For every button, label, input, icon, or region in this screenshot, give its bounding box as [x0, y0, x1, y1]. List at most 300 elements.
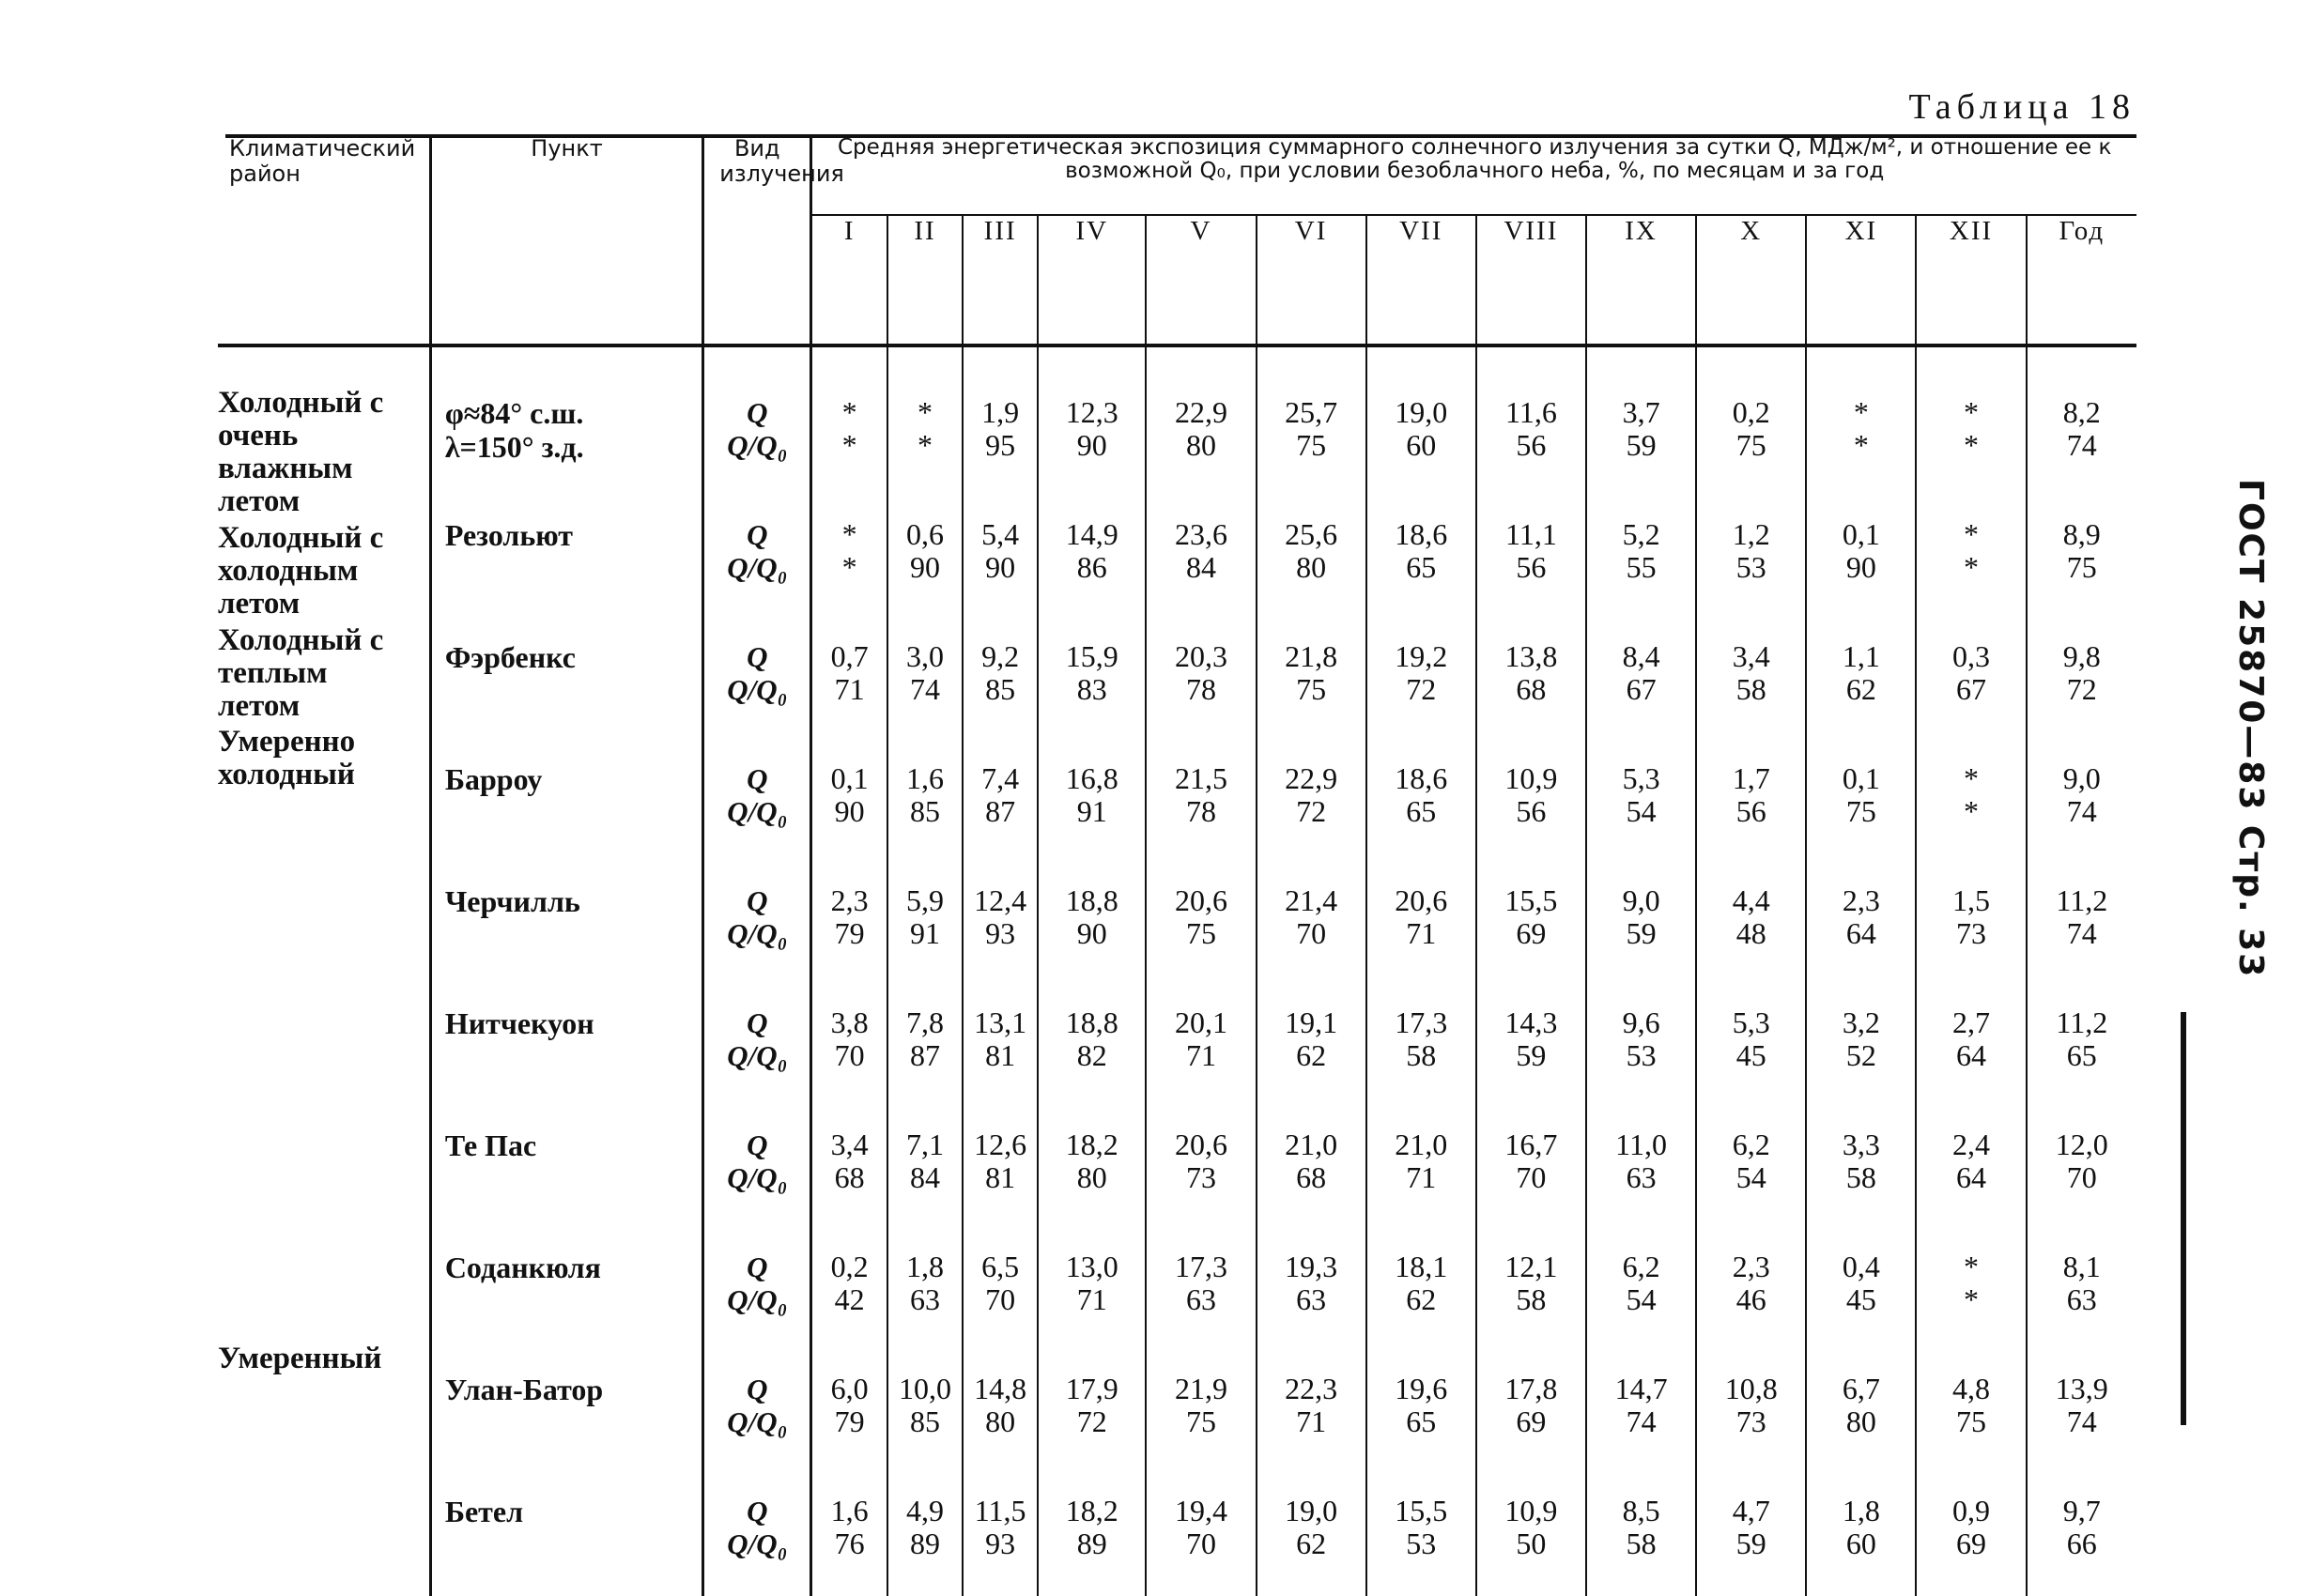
value-cell — [2027, 620, 2136, 742]
value-cell — [1586, 1108, 1696, 1230]
value-cell — [887, 1108, 963, 1230]
ratio-value: 74 — [2066, 916, 2097, 950]
ratio-value: 84 — [1185, 550, 1216, 584]
ratio-value: 76 — [834, 1527, 865, 1560]
q-value: 22,9 — [1285, 761, 1338, 795]
q-value: 1,6 — [830, 1494, 869, 1527]
kind-q-label: Q — [747, 518, 768, 551]
q-value: 17,8 — [1504, 1372, 1558, 1405]
kind-cell — [703, 620, 811, 742]
q-value: 15,5 — [1395, 1494, 1448, 1527]
ratio-value: 63 — [2066, 1282, 2097, 1316]
value-cell — [1257, 742, 1366, 864]
q-value: 0,6 — [906, 517, 945, 551]
point-name: Улан-Батор — [444, 1373, 604, 1406]
month-header: IV — [1038, 215, 1146, 342]
value-cell — [1696, 1474, 1806, 1596]
ratio-value: 65 — [1406, 1404, 1437, 1438]
ratio-value: 69 — [1956, 1527, 1987, 1560]
point-cell — [430, 742, 702, 864]
q-value: 19,0 — [1285, 1494, 1338, 1527]
value-cell — [1038, 742, 1146, 864]
q-value: 6,2 — [1622, 1250, 1660, 1283]
q-value: 2,4 — [1952, 1128, 1991, 1161]
ratio-value: 70 — [985, 1282, 1016, 1316]
q-value: 18,6 — [1395, 761, 1448, 795]
value-cell — [2027, 498, 2136, 620]
q-value: 16,8 — [1065, 761, 1118, 795]
ratio-value: 90 — [1845, 550, 1876, 584]
q-value: 7,4 — [981, 761, 1020, 795]
point-name: Фэрбенкс — [444, 640, 576, 674]
ratio-value: 79 — [834, 1404, 865, 1438]
point-name: Те Пас — [444, 1128, 537, 1162]
ratio-value: 80 — [1296, 550, 1327, 584]
value-cell — [1696, 620, 1806, 742]
q-value: 18,1 — [1395, 1250, 1448, 1283]
value-cell — [811, 376, 887, 498]
q-value: 25,6 — [1285, 517, 1338, 551]
region-cell — [218, 864, 430, 986]
kind-ratio-label: Q/Q₀ — [727, 917, 788, 950]
ratio-value: 60 — [1406, 428, 1437, 462]
ratio-value: 87 — [910, 1038, 941, 1072]
q-value: * — [1853, 395, 1869, 429]
month-header: II — [887, 215, 963, 342]
value-cell — [1916, 864, 2026, 986]
q-value: 5,3 — [1732, 1005, 1770, 1039]
q-value: 13,8 — [1504, 639, 1558, 673]
month-header: III — [963, 215, 1038, 342]
ratio-value: 62 — [1296, 1527, 1327, 1560]
q-value: 10,8 — [1724, 1372, 1778, 1405]
value-cell — [1257, 1230, 1366, 1352]
ratio-value: 58 — [1845, 1160, 1876, 1194]
ratio-value: 74 — [910, 672, 941, 706]
ratio-value: * — [841, 428, 857, 462]
ratio-value: 72 — [1076, 1404, 1107, 1438]
q-value: 20,6 — [1395, 883, 1448, 917]
ratio-value: 78 — [1185, 794, 1216, 828]
ratio-value: 59 — [1735, 1527, 1766, 1560]
value-cell — [963, 986, 1038, 1108]
q-value: 11,0 — [1615, 1128, 1667, 1161]
value-cell — [2027, 1108, 2136, 1230]
kind-cell — [703, 1230, 811, 1352]
q-value: 20,6 — [1174, 1128, 1227, 1161]
table-row — [218, 1352, 2136, 1474]
ratio-value: * — [1964, 428, 1980, 462]
value-cell — [1916, 1108, 2026, 1230]
region-label: Холодный с очень влажным летом — [218, 386, 384, 518]
ratio-value: 75 — [1296, 672, 1327, 706]
ratio-value: 93 — [985, 1527, 1016, 1560]
value-cell — [963, 1474, 1038, 1596]
header-region: Климатический район — [229, 135, 416, 187]
value-cell — [1038, 1352, 1146, 1474]
q-value: 7,8 — [906, 1005, 945, 1039]
value-cell — [1586, 986, 1696, 1108]
value-cell — [1476, 1474, 1586, 1596]
ratio-value: 53 — [1626, 1038, 1657, 1072]
kind-ratio-label: Q/Q₀ — [727, 1283, 788, 1316]
ratio-value: * — [1964, 1282, 1980, 1316]
q-value: 17,9 — [1065, 1372, 1118, 1405]
ratio-value: 68 — [1516, 672, 1547, 706]
value-cell — [1146, 1352, 1256, 1474]
q-value: 2,3 — [830, 883, 869, 917]
q-value: 10,9 — [1504, 1494, 1558, 1527]
ratio-value: 64 — [1956, 1160, 1987, 1194]
value-cell — [1476, 1230, 1586, 1352]
q-value: 5,9 — [906, 883, 945, 917]
point-cell — [430, 864, 702, 986]
kind-ratio-label: Q/Q₀ — [727, 551, 788, 584]
ratio-value: 59 — [1516, 1038, 1547, 1072]
region-label: Умеренный — [218, 1342, 382, 1375]
q-value: 8,4 — [1622, 639, 1660, 673]
month-header: IX — [1586, 215, 1696, 342]
q-value: 8,2 — [2062, 395, 2101, 429]
q-value: 19,3 — [1285, 1250, 1338, 1283]
q-value: 4,4 — [1732, 883, 1770, 917]
q-value: 21,9 — [1174, 1372, 1227, 1405]
value-cell — [2027, 1230, 2136, 1352]
ratio-value: 80 — [985, 1404, 1016, 1438]
ratio-value: 56 — [1516, 428, 1547, 462]
value-cell — [1038, 376, 1146, 498]
q-value: 4,8 — [1952, 1372, 1991, 1405]
value-cell — [887, 620, 963, 742]
kind-q-label: Q — [747, 1006, 768, 1039]
ratio-value: 90 — [1076, 428, 1107, 462]
ratio-value: 62 — [1406, 1282, 1437, 1316]
region-label: Умеренно холодный — [218, 725, 356, 791]
value-cell — [2027, 742, 2136, 864]
point-cell — [430, 1230, 702, 1352]
solar-exposure-table — [218, 136, 2136, 1596]
value-cell — [1366, 1108, 1476, 1230]
q-value: 1,2 — [1732, 517, 1770, 551]
value-cell — [811, 498, 887, 620]
q-value: * — [1964, 1250, 1980, 1283]
kind-ratio-label: Q/Q₀ — [727, 795, 788, 828]
value-cell — [1476, 498, 1586, 620]
q-value: 3,3 — [1842, 1128, 1880, 1161]
ratio-value: 52 — [1845, 1038, 1876, 1072]
ratio-value: 56 — [1516, 550, 1547, 584]
kind-cell — [703, 1474, 811, 1596]
value-cell — [1038, 498, 1146, 620]
q-value: 21,0 — [1285, 1128, 1338, 1161]
value-cell — [2027, 864, 2136, 986]
value-cell — [1146, 864, 1256, 986]
side-bar — [2181, 1012, 2186, 1425]
q-value: 3,4 — [830, 1128, 869, 1161]
value-cell — [1806, 376, 1916, 498]
value-cell — [1586, 620, 1696, 742]
value-cell — [811, 1230, 887, 1352]
value-cell — [1476, 376, 1586, 498]
value-cell — [811, 1474, 887, 1596]
q-value: 11,1 — [1505, 517, 1557, 551]
value-cell — [963, 1352, 1038, 1474]
value-cell — [1586, 742, 1696, 864]
value-cell — [1476, 1352, 1586, 1474]
q-value: 0,1 — [830, 761, 869, 795]
ratio-value: 71 — [1296, 1404, 1327, 1438]
q-value: 2,3 — [1732, 1250, 1770, 1283]
point-name: Резольют — [444, 518, 574, 552]
ratio-value: 70 — [2066, 1160, 2097, 1194]
q-value: 21,4 — [1285, 883, 1338, 917]
q-value: 5,3 — [1622, 761, 1660, 795]
q-value: * — [841, 517, 857, 551]
q-value: 11,5 — [974, 1494, 1026, 1527]
value-cell — [1696, 498, 1806, 620]
q-value: 9,8 — [2062, 639, 2101, 673]
value-cell — [1806, 742, 1916, 864]
side-label: ГОСТ 25870—83 Стр. 33 — [2231, 479, 2270, 979]
kind-q-label: Q — [747, 884, 768, 917]
q-value: 5,2 — [1622, 517, 1660, 551]
value-cell — [1806, 1352, 1916, 1474]
region-cell — [218, 986, 430, 1108]
q-value: 1,7 — [1732, 761, 1770, 795]
q-value: 17,3 — [1174, 1250, 1227, 1283]
value-cell — [1366, 1230, 1476, 1352]
value-cell — [1038, 1108, 1146, 1230]
q-value: 19,1 — [1285, 1005, 1338, 1039]
q-value: 1,6 — [906, 761, 945, 795]
ratio-value: 48 — [1735, 916, 1766, 950]
ratio-value: 91 — [910, 916, 941, 950]
value-cell — [1366, 498, 1476, 620]
ratio-value: 50 — [1516, 1527, 1547, 1560]
q-value: 11,2 — [2056, 883, 2108, 917]
month-header: X — [1696, 215, 1806, 342]
ratio-value: 71 — [1076, 1282, 1107, 1316]
q-value: 13,1 — [974, 1005, 1027, 1039]
q-value: 19,2 — [1395, 639, 1448, 673]
header-exposure: Средняя энергетическая экспозиция суммарного солнечного излучения за сутки Q, МДж/м², и отношение ее к возможной Q₀, при условии безоблачного неба, %, по месяцам и за год — [811, 136, 2136, 215]
ratio-value: 73 — [1735, 1404, 1766, 1438]
value-cell — [1916, 742, 2026, 864]
month-header: XI — [1806, 215, 1916, 342]
point-cell — [430, 1108, 702, 1230]
value-cell — [1366, 864, 1476, 986]
q-value: 18,8 — [1065, 883, 1118, 917]
ratio-value: * — [841, 550, 857, 584]
q-value: 10,0 — [899, 1372, 952, 1405]
ratio-value: 68 — [1296, 1160, 1327, 1194]
value-cell — [1257, 1352, 1366, 1474]
value-cell — [963, 742, 1038, 864]
q-value: * — [918, 395, 933, 429]
value-cell — [1476, 986, 1586, 1108]
ratio-value: 72 — [2066, 672, 2097, 706]
value-cell — [1476, 864, 1586, 986]
ratio-value: 74 — [2066, 794, 2097, 828]
value-cell — [1696, 742, 1806, 864]
value-cell — [2027, 1474, 2136, 1596]
point-cell — [430, 498, 702, 620]
value-cell — [963, 620, 1038, 742]
ratio-value: 72 — [1296, 794, 1327, 828]
month-header: I — [811, 215, 887, 342]
kind-ratio-label: Q/Q₀ — [727, 429, 788, 462]
value-cell — [1366, 742, 1476, 864]
value-cell — [1586, 1352, 1696, 1474]
kind-cell — [703, 1108, 811, 1230]
ratio-value: 55 — [1626, 550, 1657, 584]
month-header: Год — [2059, 216, 2105, 246]
ratio-value: 80 — [1185, 428, 1216, 462]
q-value: 15,9 — [1065, 639, 1118, 673]
ratio-value: 62 — [1845, 672, 1876, 706]
q-value: 13,0 — [1065, 1250, 1118, 1283]
value-cell — [1146, 498, 1256, 620]
value-cell — [887, 1230, 963, 1352]
kind-ratio-label: Q/Q₀ — [727, 1527, 788, 1560]
q-value: 12,3 — [1065, 395, 1118, 429]
ratio-value: 82 — [1076, 1038, 1107, 1072]
value-cell — [2027, 376, 2136, 498]
ratio-value: 68 — [834, 1160, 865, 1194]
ratio-value: 85 — [910, 794, 941, 828]
value-cell — [963, 864, 1038, 986]
q-value: 5,4 — [981, 517, 1020, 551]
value-cell — [1696, 986, 1806, 1108]
q-value: 16,7 — [1504, 1128, 1558, 1161]
value-cell — [1146, 376, 1256, 498]
value-cell — [1257, 864, 1366, 986]
ratio-value: 71 — [1185, 1038, 1216, 1072]
q-value: 13,9 — [2055, 1372, 2108, 1405]
q-value: 3,2 — [1842, 1005, 1880, 1039]
value-cell — [1586, 498, 1696, 620]
kind-cell — [703, 986, 811, 1108]
ratio-value: 54 — [1626, 794, 1657, 828]
ratio-value: 75 — [1185, 916, 1216, 950]
table-row — [218, 376, 2136, 498]
value-cell — [1366, 1474, 1476, 1596]
point-name: Бетел — [444, 1495, 524, 1528]
header-kind: Вид излучения — [703, 136, 811, 342]
ratio-value: 53 — [1406, 1527, 1437, 1560]
q-value: 21,0 — [1395, 1128, 1448, 1161]
value-cell — [1696, 1352, 1806, 1474]
kind-q-label: Q — [747, 1495, 768, 1527]
q-value: 1,8 — [906, 1250, 945, 1283]
q-value: 8,5 — [1622, 1494, 1660, 1527]
kind-cell — [703, 742, 811, 864]
value-cell — [1916, 986, 2026, 1108]
q-value: 7,1 — [906, 1128, 945, 1161]
ratio-value: 54 — [1735, 1160, 1766, 1194]
value-cell — [1146, 1230, 1256, 1352]
q-value: 19,4 — [1174, 1494, 1227, 1527]
q-value: 19,6 — [1395, 1372, 1448, 1405]
ratio-value: 71 — [1406, 916, 1437, 950]
ratio-value: 46 — [1735, 1282, 1766, 1316]
value-cell — [1916, 376, 2026, 498]
kind-q-label: Q — [747, 1373, 768, 1405]
ratio-value: 75 — [1956, 1404, 1987, 1438]
q-value: 3,0 — [906, 639, 945, 673]
q-value: 1,5 — [1952, 883, 1991, 917]
ratio-value: 75 — [2066, 550, 2097, 584]
kind-ratio-label: Q/Q₀ — [727, 1039, 788, 1072]
ratio-value: 71 — [1406, 1160, 1437, 1194]
value-cell — [811, 986, 887, 1108]
ratio-value: 53 — [1735, 550, 1766, 584]
ratio-value: 80 — [1076, 1160, 1107, 1194]
ratio-value: 54 — [1626, 1282, 1657, 1316]
ratio-value: 60 — [1845, 1527, 1876, 1560]
ratio-value: 71 — [834, 672, 865, 706]
ratio-value: 81 — [985, 1038, 1016, 1072]
point-name: Черчилль — [444, 884, 580, 918]
q-value: 18,6 — [1395, 517, 1448, 551]
q-value: 11,6 — [1505, 395, 1557, 429]
q-value: 10,9 — [1504, 761, 1558, 795]
ratio-value: 69 — [1516, 916, 1547, 950]
q-value: * — [1964, 761, 1980, 795]
value-cell — [1806, 1230, 1916, 1352]
table-body — [218, 342, 2136, 1596]
q-value: 4,9 — [906, 1494, 945, 1527]
point-cell — [430, 620, 702, 742]
value-cell — [1696, 376, 1806, 498]
value-cell — [1586, 864, 1696, 986]
ratio-value: 64 — [1845, 916, 1876, 950]
value-cell — [1146, 742, 1256, 864]
point-name: Барроу — [444, 762, 543, 796]
q-value: 12,4 — [974, 883, 1027, 917]
q-value: 8,9 — [2062, 517, 2101, 551]
ratio-value: 66 — [2066, 1527, 2097, 1560]
ratio-value: 73 — [1956, 916, 1987, 950]
value-cell — [963, 1108, 1038, 1230]
ratio-value: 75 — [1845, 794, 1876, 828]
value-cell — [1366, 620, 1476, 742]
ratio-value: 67 — [1626, 672, 1657, 706]
ratio-value: 90 — [985, 550, 1016, 584]
ratio-value: 63 — [1626, 1160, 1657, 1194]
q-value: 20,6 — [1174, 883, 1227, 917]
header-point: Пункт — [430, 136, 702, 342]
q-value: 1,1 — [1842, 639, 1880, 673]
value-cell — [1806, 620, 1916, 742]
ratio-value: 93 — [985, 916, 1016, 950]
q-value: 14,9 — [1065, 517, 1118, 551]
q-value: 9,6 — [1622, 1005, 1660, 1039]
value-cell — [1146, 620, 1256, 742]
q-value: 0,7 — [830, 639, 869, 673]
q-value: 18,8 — [1065, 1005, 1118, 1039]
value-cell — [963, 376, 1038, 498]
value-cell — [2027, 1352, 2136, 1474]
q-value: 9,0 — [2062, 761, 2101, 795]
value-cell — [1916, 620, 2026, 742]
table-row — [218, 1474, 2136, 1596]
value-cell — [1806, 864, 1916, 986]
value-cell — [1038, 864, 1146, 986]
region-cell — [218, 1230, 430, 1352]
q-value: 1,9 — [981, 395, 1020, 429]
value-cell — [811, 620, 887, 742]
